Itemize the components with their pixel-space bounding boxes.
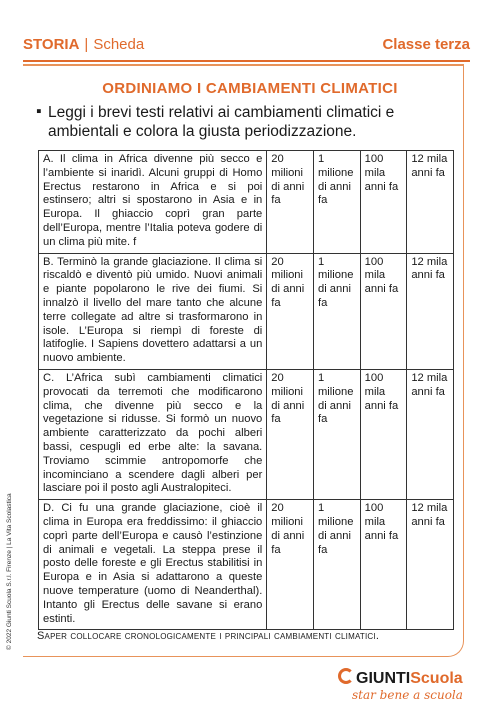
- period-option[interactable]: 100 mila anni fa: [360, 151, 407, 254]
- subject-label: STORIA: [23, 36, 80, 53]
- instruction: [36, 103, 456, 141]
- section-label: Scheda: [93, 36, 145, 53]
- logo-tagline: star bene a scuola: [352, 688, 463, 702]
- row-text: B. Terminò la grande glaciazione. Il clima si riscaldò e diventò più umido. Nuovi animali e piante popolarono le rive dei fiumi. Si innalzò il livello del mare tanto che alcune terre collegate ad altre si trasformarono in isole. L’Europa si riempì di foreste di latifoglie. I Sapiens dovettero adattarsi a un nuovo ambiente.: [39, 253, 267, 369]
- copyright-notice: © 2022 Giunti Scuola S.r.l. Firenze | La Vita Scolastica: [6, 493, 13, 650]
- learning-objective: Saper collocare cronologicamente i principali cambiamenti climatici.: [37, 630, 380, 642]
- header-separator: |: [84, 36, 89, 53]
- row-text: D. Ci fu una grande glaciazione, cioè il clima in Europa era freddissimo: il ghiaccio coprì parte dell’Europa e causò l’estinzione di animali e vegetali. La steppa prese il posto delle foreste e gli Erectus stabilitisi in Europa e in Asia si adattarono a queste nuove temperature (uomo di Neanderthal). Intanto gli Erectus delle savane si erano estinti.: [39, 500, 267, 630]
- period-option[interactable]: 100 mila anni fa: [360, 253, 407, 369]
- publisher-logo: [338, 668, 463, 702]
- row-text: C. L’Africa subì cambiamenti climatici provocati da terremoti che modificarono clima, che divenne più secco e la vegetazione si ridusse. Si formò un nuovo ambiente caratterizzato da pochi alberi bassi, cespugli ed erbe alte: la savana. Troviamo scimmie antropomorfe che incominciano a scendere dagli alberi per lasciare poi il posto agli Australopiteci.: [39, 369, 267, 499]
- header-left: [23, 36, 144, 53]
- period-option[interactable]: 12 mila anni fa: [407, 369, 454, 499]
- period-option[interactable]: 20 milioni di anni fa: [267, 151, 314, 254]
- period-option[interactable]: 20 milioni di anni fa: [267, 500, 314, 630]
- logo-brand-accent: Scuola: [410, 670, 463, 687]
- row-text: A. Il clima in Africa divenne più secco e l’ambiente si inaridì. Alcuni gruppi di Homo Erectus restarono in Africa e si poi estinsero; altri si spostarono in Asia e in Europa. Il ghiaccio coprì gran parte dell’Europa, mentre l’Italia poteva godere di un clima più mite. f: [39, 151, 267, 254]
- page-header: [23, 36, 470, 58]
- period-option[interactable]: 100 mila anni fa: [360, 369, 407, 499]
- logo-g-icon: [338, 668, 354, 684]
- period-option[interactable]: 20 milioni di anni fa: [267, 369, 314, 499]
- table-row: [39, 151, 454, 254]
- period-option[interactable]: 12 mila anni fa: [407, 253, 454, 369]
- period-option[interactable]: 20 milioni di anni fa: [267, 253, 314, 369]
- exercise-table: [38, 150, 454, 630]
- period-option[interactable]: 1 milione di anni fa: [313, 151, 360, 254]
- period-option[interactable]: 1 milione di anni fa: [313, 369, 360, 499]
- grade-label: Classe terza: [382, 36, 470, 53]
- table-row: [39, 253, 454, 369]
- table-row: [39, 369, 454, 499]
- period-option[interactable]: 1 milione di anni fa: [313, 253, 360, 369]
- header-rule: [23, 60, 470, 62]
- period-option[interactable]: 1 milione di anni fa: [313, 500, 360, 630]
- bullet-icon: ▪: [36, 103, 42, 120]
- logo-wordmark: [338, 668, 463, 688]
- period-option[interactable]: 100 mila anni fa: [360, 500, 407, 630]
- logo-brand: GIUNTI: [356, 670, 411, 687]
- instruction-text: Leggi i brevi testi relativi ai cambiamenti climatici e ambientali e colora la giusta periodizzazione.: [48, 104, 395, 140]
- table-row: [39, 500, 454, 630]
- period-option[interactable]: 12 mila anni fa: [407, 500, 454, 630]
- period-option[interactable]: 12 mila anni fa: [407, 151, 454, 254]
- page-title: ORDINIAMO I CAMBIAMENTI CLIMATICI: [102, 80, 398, 97]
